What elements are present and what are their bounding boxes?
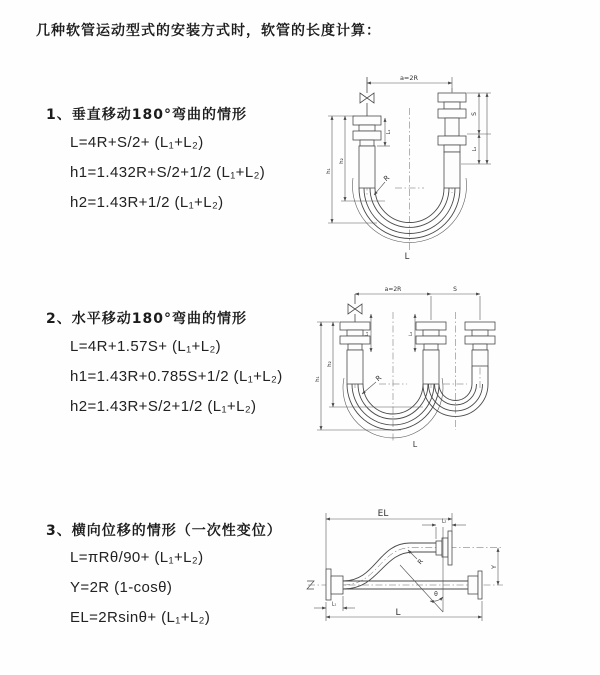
dim-label-s: S xyxy=(453,286,457,293)
diagram-horizontal-180-bend xyxy=(303,282,588,457)
dim-label-h1: h₁ xyxy=(315,376,321,382)
section-3-formula-EL: EL=2Rsinθ+ (L₁+L₂) xyxy=(70,609,211,626)
dim-label-y: Y xyxy=(490,565,498,569)
dimension-lines xyxy=(314,509,498,621)
dim-label-h2: h₂ xyxy=(327,361,333,367)
valve-icon xyxy=(348,294,362,322)
dim-label-l: L xyxy=(412,440,418,449)
dim-label-theta: θ xyxy=(434,591,438,598)
section-1-formula-h2: h2=1.43R+1/2 (L₁+L₂) xyxy=(70,194,224,211)
dim-label-l1: L₁ xyxy=(386,129,392,135)
section-3-heading: 3、横向位移的情形（一次性变位） xyxy=(46,523,282,539)
section-2-formula-h2: h2=1.43R+S/2+1/2 (L₁+L₂) xyxy=(70,398,257,415)
middle-pipe-fitting xyxy=(416,322,446,384)
dim-label-r: R xyxy=(382,173,392,184)
right-pipe-fitting xyxy=(438,93,466,188)
dim-label-l: L xyxy=(404,252,410,262)
left-pipe-fitting xyxy=(353,116,381,188)
left-flange-fitting xyxy=(326,569,343,600)
angle-theta-construction xyxy=(400,527,443,612)
dim-label-l2: L₂ xyxy=(441,518,447,525)
dim-label-l: L xyxy=(395,608,401,618)
diagram-vertical-180-bend xyxy=(315,68,575,263)
dim-label-h2: h₂ xyxy=(339,158,345,164)
section-1-formula-h1: h1=1.432R+S/2+1/2 (L₁+L₂) xyxy=(70,164,266,181)
dim-label-h1: h₁ xyxy=(326,168,332,174)
left-pipe-fitting xyxy=(340,322,370,384)
section-2-formula-h1: h1=1.43R+0.785S+1/2 (L₁+L₂) xyxy=(70,368,283,385)
section-2-heading: 2、水平移动180°弯曲的情形 xyxy=(46,311,247,327)
s-curve-hose-displaced xyxy=(343,531,452,589)
dim-label-l2: L₂ xyxy=(409,331,414,337)
dim-label-el: EL xyxy=(377,509,389,519)
dim-label-l1: L₁ xyxy=(331,601,337,608)
dim-label-r: R xyxy=(374,373,384,384)
dim-label-s: S xyxy=(471,112,478,116)
dim-label-a2r: a=2R xyxy=(399,74,419,82)
page-title: 几种软管运动型式的安装方式时，软管的长度计算： xyxy=(36,23,381,39)
section-1-heading: 1、垂直移动180°弯曲的情形 xyxy=(46,107,247,123)
section-3-formula-L: L=πRθ/90+ (L₁+L₂) xyxy=(70,549,204,566)
dim-label-l2: L₂ xyxy=(472,146,478,152)
section-2-formula-L: L=4R+1.57S+ (L₁+L₂) xyxy=(70,338,222,355)
dim-label-a2r: a=2R xyxy=(384,286,402,293)
section-3-formula-Y: Y=2R (1-cosθ) xyxy=(70,579,173,596)
dim-label-r: R xyxy=(415,557,425,567)
section-1-formula-L: L=4R+S/2+ (L₁+L₂) xyxy=(70,134,204,151)
diagram-lateral-displacement xyxy=(298,505,598,660)
right-pipe-fitting xyxy=(465,322,495,366)
dim-label-l1: L₁ xyxy=(365,331,370,337)
